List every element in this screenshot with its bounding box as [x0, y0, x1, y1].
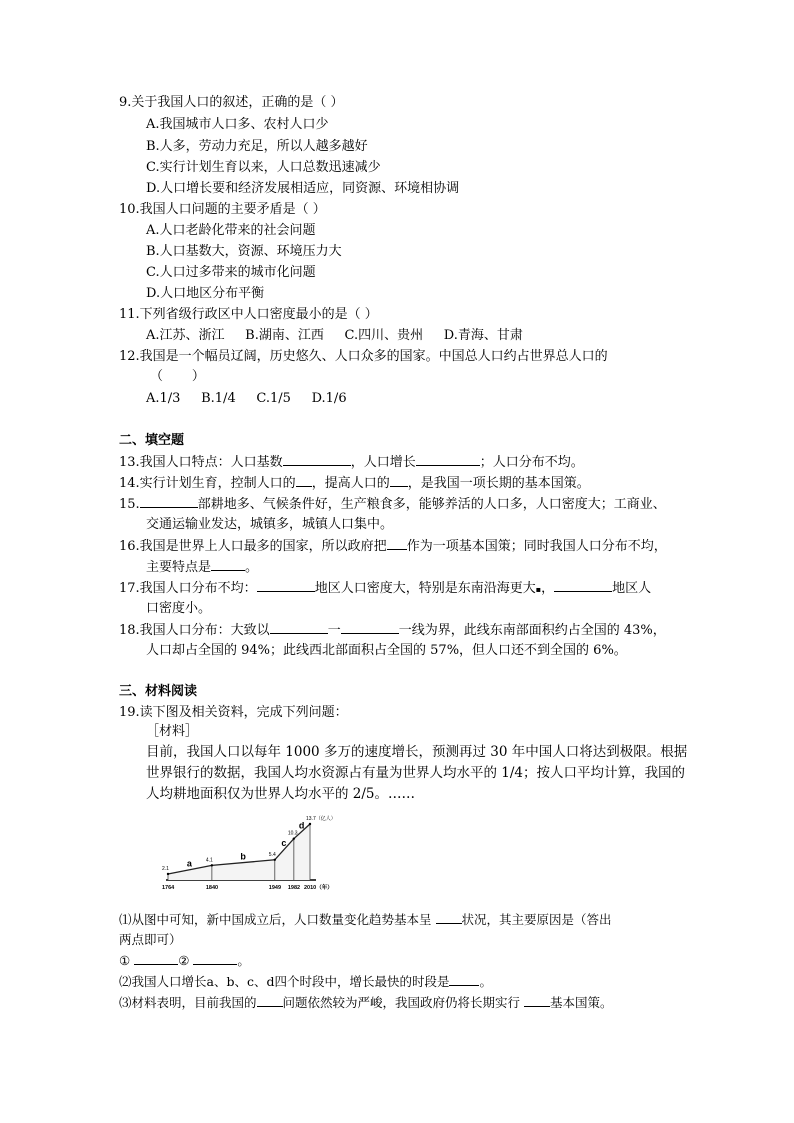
- value-label: 4.1: [205, 857, 213, 864]
- answer-blank[interactable]: [390, 473, 408, 487]
- question-11-options: A.江苏、浙江 B.湖南、江西 C.四川、贵州 D.青海、甘肃: [146, 328, 523, 343]
- section-3-heading: 三、材料阅读: [119, 684, 198, 699]
- question-15: [119, 494, 666, 514]
- q16-part-a: 16.我国是世界上人口最多的国家，所以政府把: [119, 539, 387, 554]
- material-line-3: 人均耕地面积仅为世界人均水平的 2/5。……: [146, 786, 416, 802]
- answer-blank[interactable]: [283, 452, 351, 466]
- answer-blank[interactable]: [270, 620, 328, 634]
- answer-blank[interactable]: [257, 578, 315, 592]
- question-17-cont: 口密度小。: [146, 601, 212, 616]
- q19-sub3-c: 基本国策。: [550, 995, 613, 1010]
- question-9-option-a: A.我国城市人口多、农村人口少: [146, 117, 329, 132]
- segment-label: a: [186, 858, 192, 869]
- q18-part-a: 18.我国人口分布：大致以: [119, 623, 270, 638]
- question-9-option-c: C.实行计划生育以来，人口总数迅速减少: [146, 160, 381, 175]
- value-label: 13.7（亿人）: [306, 816, 336, 822]
- q19-sub3: [119, 993, 613, 1012]
- material-line-2: 世界银行的数据，我国人均水资源占有量为世界人均水平的 1/4；按人口平均计算，我国的: [146, 765, 686, 781]
- question-9-option-b: B.人多，劳动力充足，所以人越多越好: [146, 139, 368, 154]
- question-10-option-c: C.人口过多带来的城市化问题: [146, 265, 316, 280]
- answer-blank[interactable]: [140, 494, 198, 508]
- tick-label: 2010（年）: [304, 885, 333, 891]
- q16-part-b: 作为一项基本国策；同时我国人口分布不均，: [406, 539, 667, 554]
- answer-blank[interactable]: [134, 951, 178, 965]
- data-point: [211, 864, 213, 866]
- circle-1: ①: [119, 953, 131, 968]
- question-19-stem: 19.读下图及相关资料，完成下列问题：: [119, 705, 348, 720]
- data-point: [309, 823, 311, 825]
- q18-part-b: 一: [327, 623, 341, 638]
- tick-label: 1840: [205, 885, 219, 891]
- q14-part-a: 14.实行计划生育，控制人口的: [119, 476, 296, 491]
- question-9-option-d: D.人口增长要和经济发展相适应，同资源、环境相协调: [146, 181, 460, 196]
- q18-part-c: 一线为界，此线东南部面积约占全国的 43%，: [398, 623, 666, 638]
- question-12-stem: 12.我国是一个幅员辽阔，历史悠久、人口众多的国家。中国总人口约占世界总人口的: [119, 349, 608, 364]
- q19-sub2: [119, 972, 492, 991]
- tick-label: 1949: [268, 885, 282, 891]
- q13-part-a: 13.我国人口特点：人口基数: [119, 455, 283, 470]
- question-17: [119, 578, 651, 599]
- answer-blank[interactable]: [193, 951, 237, 965]
- circle-2: ②: [178, 953, 190, 968]
- question-9-stem: 9.关于我国人口的叙述，正确的是（ ）: [119, 95, 344, 110]
- answer-blank[interactable]: [257, 993, 283, 1007]
- answer-blank[interactable]: [449, 972, 479, 986]
- section-2-heading: 二、填空题: [119, 433, 185, 448]
- answer-blank[interactable]: [211, 557, 245, 571]
- q16-part-d: 。: [245, 560, 259, 575]
- question-13: [119, 452, 584, 472]
- q19-sub3-b: 问题依然较为严峻，我国政府仍将长期实行: [282, 995, 521, 1010]
- segment-label: c: [281, 838, 287, 849]
- question-11-stem: 11.下列省级行政区中人口密度最小的是（ ）: [119, 307, 378, 322]
- q19-sub2-b: 。: [479, 974, 492, 989]
- q19-sub1-b: 状况，其主要原因是（答出: [461, 912, 612, 927]
- dot-mark: ▪: [535, 585, 542, 594]
- material-line-1: 目前，我国人口以每年 1000 多万的速度增长，预测再过 30 年中国人口将达到极限。根据: [146, 744, 688, 760]
- question-16-cont: [146, 557, 258, 577]
- q13-part-b: ，人口增长: [350, 455, 416, 470]
- question-10-stem: 10.我国人口问题的主要矛盾是（ ）: [119, 202, 326, 217]
- question-12-paren: （ ）: [150, 369, 205, 384]
- answer-blank[interactable]: [341, 620, 399, 634]
- question-14: [119, 473, 590, 493]
- answer-blank[interactable]: [416, 452, 480, 466]
- data-point: [274, 859, 276, 861]
- segment-label: b: [240, 851, 246, 862]
- value-label: 5.4: [268, 851, 276, 858]
- question-10-option-d: D.人口地区分布平衡: [146, 286, 265, 301]
- value-label: 10.3: [287, 830, 298, 837]
- period: 。: [237, 953, 250, 968]
- q14-part-b: ，提高人口的: [311, 476, 390, 491]
- q19-sub1: [119, 910, 612, 929]
- question-12-options: A.1/3 B.1/4 C.1/5 D.1/6: [146, 391, 347, 406]
- q19-sub1-cont: 两点即可）: [119, 932, 182, 947]
- answer-blank[interactable]: [296, 473, 312, 487]
- tick-label: 1982: [287, 885, 301, 891]
- question-18-cont: 人口却占全国的 94%；此线西北部面积占全国的 57%，但人口还不到全国的 6%。: [146, 643, 627, 658]
- answer-blank[interactable]: [554, 578, 612, 592]
- q13-part-c: ；人口分布不均。: [479, 455, 584, 470]
- q19-sub1-a: ⑴从图中可知，新中国成立后，人口数量变化趋势基本呈: [119, 912, 432, 927]
- q16-part-c: 主要特点是: [146, 560, 212, 575]
- population-chart: [160, 812, 390, 897]
- q15-part-a: 15.: [119, 497, 140, 512]
- data-point: [167, 873, 169, 875]
- question-10-option-b: B.人口基数大，资源、环境压力大: [146, 244, 342, 259]
- q19-sub1-answers: [119, 951, 250, 970]
- answer-blank[interactable]: [387, 536, 407, 550]
- question-15-cont: 交通运输业发达，城镇多，城镇人口集中。: [146, 517, 394, 532]
- segment-label: d: [298, 820, 305, 831]
- tick-label: 1764: [162, 885, 175, 891]
- q17-part-d: 地区人: [612, 581, 652, 596]
- q19-sub3-a: ⑶材料表明，目前我国的: [119, 995, 257, 1010]
- question-16: [119, 536, 667, 556]
- question-18: [119, 620, 666, 640]
- q15-part-b: 部耕地多、气候条件好，生产粮食多，能够养活的人口多，人口密度大；工商业、: [197, 497, 666, 512]
- answer-blank[interactable]: [524, 993, 550, 1007]
- q19-sub2-a: ⑵我国人口增长a、b、c、d四个时段中，增长最快的时段是: [119, 974, 450, 989]
- material-label: ［材料］: [146, 724, 199, 739]
- q14-part-c: ，是我国一项长期的基本国策。: [407, 476, 590, 491]
- value-label: 2.1: [162, 866, 169, 872]
- question-10-option-a: A.人口老龄化带来的社会问题: [146, 223, 316, 238]
- q17-part-c: ，: [541, 581, 555, 596]
- answer-blank[interactable]: [436, 910, 462, 924]
- q17-part-b: 地区人口密度大，特别是东南沿海更大: [314, 581, 536, 596]
- q17-part-a: 17.我国人口分布不均：: [119, 581, 257, 596]
- data-point: [293, 837, 295, 839]
